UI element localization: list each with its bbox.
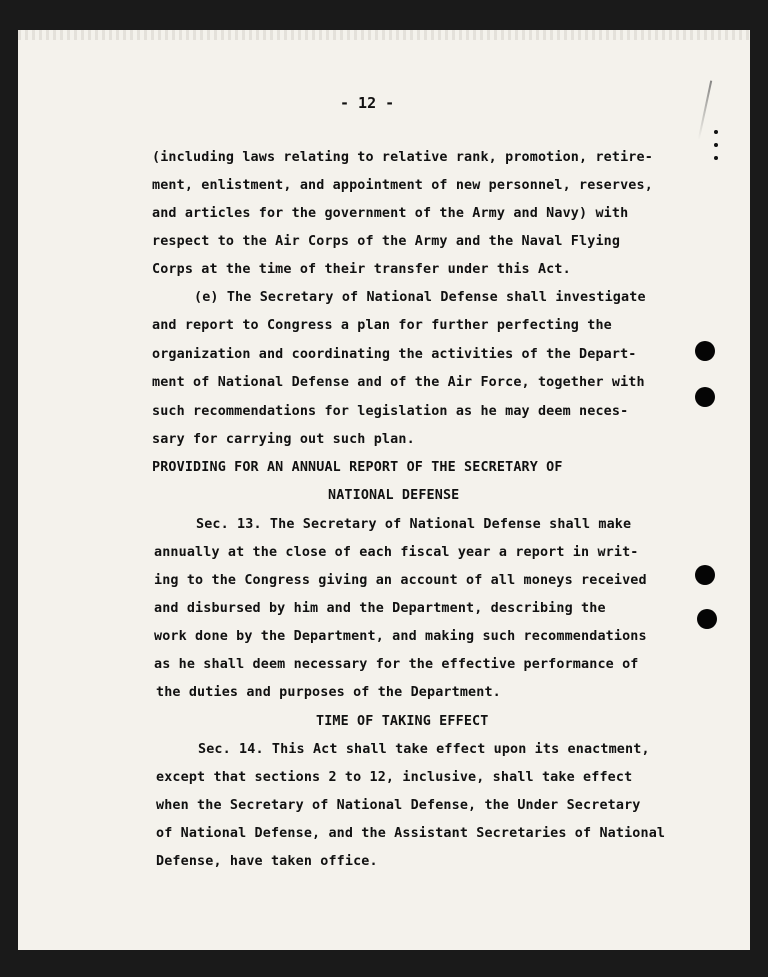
text-line: and report to Congress a plan for further perfecting the <box>152 318 612 333</box>
text-line: and disbursed by him and the Department, describing the <box>154 601 606 616</box>
text-line: ment, enlistment, and appointment of new personnel, reserves, <box>152 178 653 193</box>
text-line: except that sections 2 to 12, inclusive, shall take effect <box>156 770 633 785</box>
text-line: such recommendations for legislation as he may deem neces- <box>152 404 629 419</box>
text-line: of National Defense, and the Assistant Secretaries of National <box>156 826 666 841</box>
page-number: - 12 - <box>340 94 395 112</box>
punch-hole <box>697 609 717 629</box>
punch-hole <box>695 341 715 361</box>
text-line: work done by the Department, and making such recommendations <box>154 629 647 644</box>
text-line: Corps at the time of their transfer under this Act. <box>152 262 571 277</box>
scan-edge <box>18 30 750 40</box>
text-line: when the Secretary of National Defense, the Under Secretary <box>156 798 641 813</box>
text-line: organization and coordinating the activities of the Depart- <box>152 347 637 362</box>
text-line: Sec. 14. This Act shall take effect upon its enactment, <box>198 742 650 757</box>
text-line: the duties and purposes of the Department. <box>156 685 501 700</box>
text-line: as he shall deem necessary for the effective performance of <box>154 657 639 672</box>
text-line: (including laws relating to relative rank, promotion, retire- <box>152 150 653 165</box>
text-line: (e) The Secretary of National Defense shall investigate <box>194 290 646 305</box>
text-line: respect to the Air Corps of the Army and the Naval Flying <box>152 234 621 249</box>
punch-hole <box>695 565 715 585</box>
text-line: sary for carrying out such plan. <box>152 432 415 447</box>
scan-dots <box>714 130 720 180</box>
text-line: ing to the Congress giving an account of all moneys received <box>154 573 647 588</box>
text-line: Sec. 13. The Secretary of National Defense shall make <box>196 517 632 532</box>
text-line: Defense, have taken office. <box>156 854 378 869</box>
scan-scratch <box>698 80 712 139</box>
punch-hole <box>695 387 715 407</box>
heading-line: TIME OF TAKING EFFECT <box>316 714 489 729</box>
heading-line: PROVIDING FOR AN ANNUAL REPORT OF THE SECRETARY OF <box>152 460 563 475</box>
heading-line: NATIONAL DEFENSE <box>328 488 460 503</box>
text-line: annually at the close of each fiscal year a report in writ- <box>154 545 639 560</box>
text-line: and articles for the government of the Army and Navy) with <box>152 206 629 221</box>
text-line: ment of National Defense and of the Air Force, together with <box>152 375 645 390</box>
document-page <box>18 30 750 950</box>
